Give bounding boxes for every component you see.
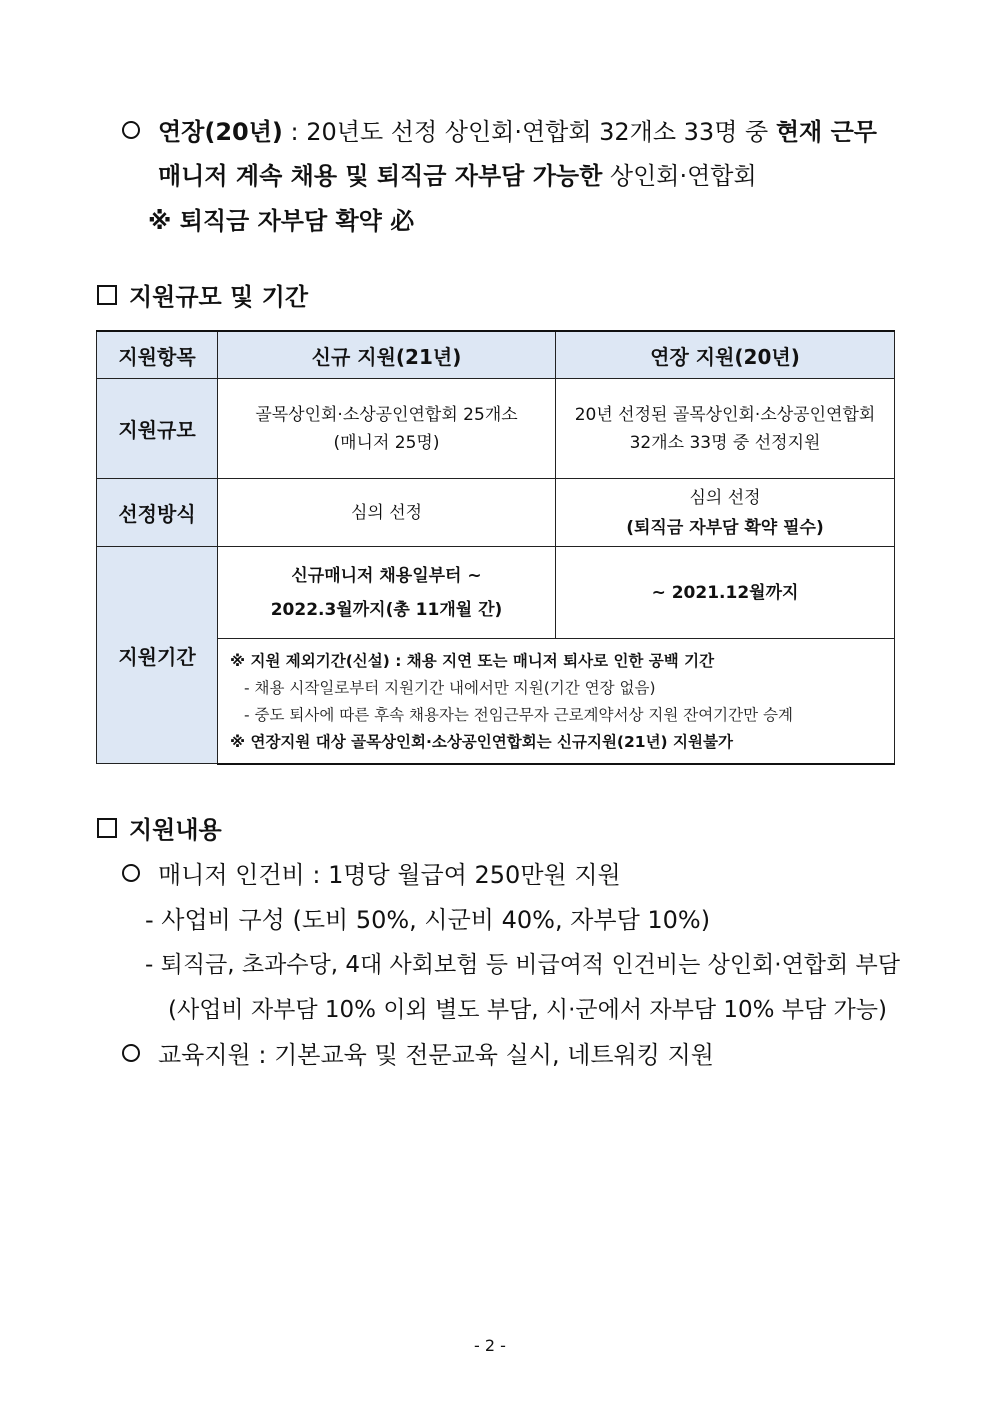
- row-label-scale: 지원규모: [97, 379, 218, 479]
- table-row-period: [97, 547, 895, 639]
- intro-line2-bold: 매니저 계속 채용 및 퇴직금 자부담 가능한: [158, 162, 603, 190]
- square-bullet-icon: [97, 818, 117, 838]
- intro-note: ※ 퇴직금 자부담 확약 必: [148, 207, 415, 235]
- intro-line2-text: 상인회·연합회: [602, 162, 757, 190]
- row-label-method: 선정방식: [97, 479, 218, 547]
- support-item1-text: 매니저 인건비 : 1명당 월급여 250만원 지원: [158, 861, 621, 889]
- scale-new: [218, 379, 556, 479]
- scale-new-line1: 골목상인회·소상공인연합회 25개소: [255, 404, 518, 425]
- note-sub2: - 중도 퇴사에 따른 후속 채용자는 전임근무자 근로계약서상 지원 잔여기간만 승계: [244, 705, 793, 724]
- period-notes: [218, 639, 895, 764]
- table-header-row: [97, 331, 895, 379]
- support-item2-text: 교육지원 : 기본교육 및 전문교육 실시, 네트워킹 지원: [158, 1041, 714, 1069]
- header-item: 지원항목: [97, 331, 218, 379]
- scale-new-line2: (매니저 25명): [333, 432, 440, 453]
- circle-bullet-icon: [122, 1044, 140, 1062]
- period-ext: ~ 2021.12월까지: [556, 547, 895, 639]
- row-label-period: 지원기간: [97, 547, 218, 764]
- intro-bullet-line1: [122, 117, 877, 147]
- support-item2: [122, 1040, 714, 1070]
- support-item1: [122, 860, 621, 890]
- note-ineligible: ※ 연장지원 대상 골목상인회·소상공인연합회는 신규지원(21년) 지원불가: [230, 732, 733, 751]
- method-ext-line2: (퇴직금 자부담 확약 필수): [626, 517, 824, 538]
- support-table: [96, 330, 895, 765]
- period-new-line2: 2022.3월까지(총 11개월 간): [270, 599, 503, 620]
- section1-heading: [97, 282, 308, 312]
- support-item1-sub2-cont: (사업비 자부담 10% 이외 별도 부담, 시·군에서 자부담 10% 부담 가능): [168, 997, 887, 1023]
- intro-bullet-line2: [158, 161, 757, 191]
- scale-ext-line1: 20년 선정된 골목상인회·소상공인연합회: [574, 404, 876, 425]
- table-row-method: [97, 479, 895, 547]
- section2-heading-text: 지원내용: [129, 816, 222, 844]
- scale-ext: [556, 379, 895, 479]
- intro-bold: 현재 근무: [775, 118, 877, 146]
- section2-heading: [97, 815, 222, 845]
- scale-ext-line2: 32개소 33명 중 선정지원: [629, 432, 821, 453]
- note-exclusion: ※ 지원 제외기간(신설) : 채용 지연 또는 매니저 퇴사로 인한 공백 기간: [230, 651, 715, 670]
- method-ext: [556, 479, 895, 547]
- method-ext-line1: 심의 선정: [689, 487, 761, 508]
- square-bullet-icon: [97, 285, 117, 305]
- method-new: 심의 선정: [218, 479, 556, 547]
- period-new: [218, 547, 556, 639]
- page-number: - 2 -: [474, 1336, 506, 1355]
- header-ext: 연장 지원(20년): [556, 331, 895, 379]
- intro-sep: :: [282, 118, 307, 146]
- note-sub1: - 채용 시작일로부터 지원기간 내에서만 지원(기간 연장 없음): [244, 678, 656, 697]
- table-row-scale: [97, 379, 895, 479]
- intro-text: 20년도 선정 상인회·연합회 32개소 33명 중: [306, 118, 776, 146]
- period-new-line1: 신규매니저 채용일부터 ~: [291, 565, 482, 586]
- circle-bullet-icon: [122, 121, 140, 139]
- circle-bullet-icon: [122, 864, 140, 882]
- section1-heading-text: 지원규모 및 기간: [129, 283, 308, 311]
- support-item1-sub1: - 사업비 구성 (도비 50%, 시군비 40%, 자부담 10%): [145, 906, 711, 934]
- header-new: 신규 지원(21년): [218, 331, 556, 379]
- support-item1-sub2: - 퇴직금, 초과수당, 4대 사회보험 등 비급여적 인건비는 상인회·연합회 부담: [145, 952, 900, 978]
- intro-term: 연장(20년): [158, 118, 283, 146]
